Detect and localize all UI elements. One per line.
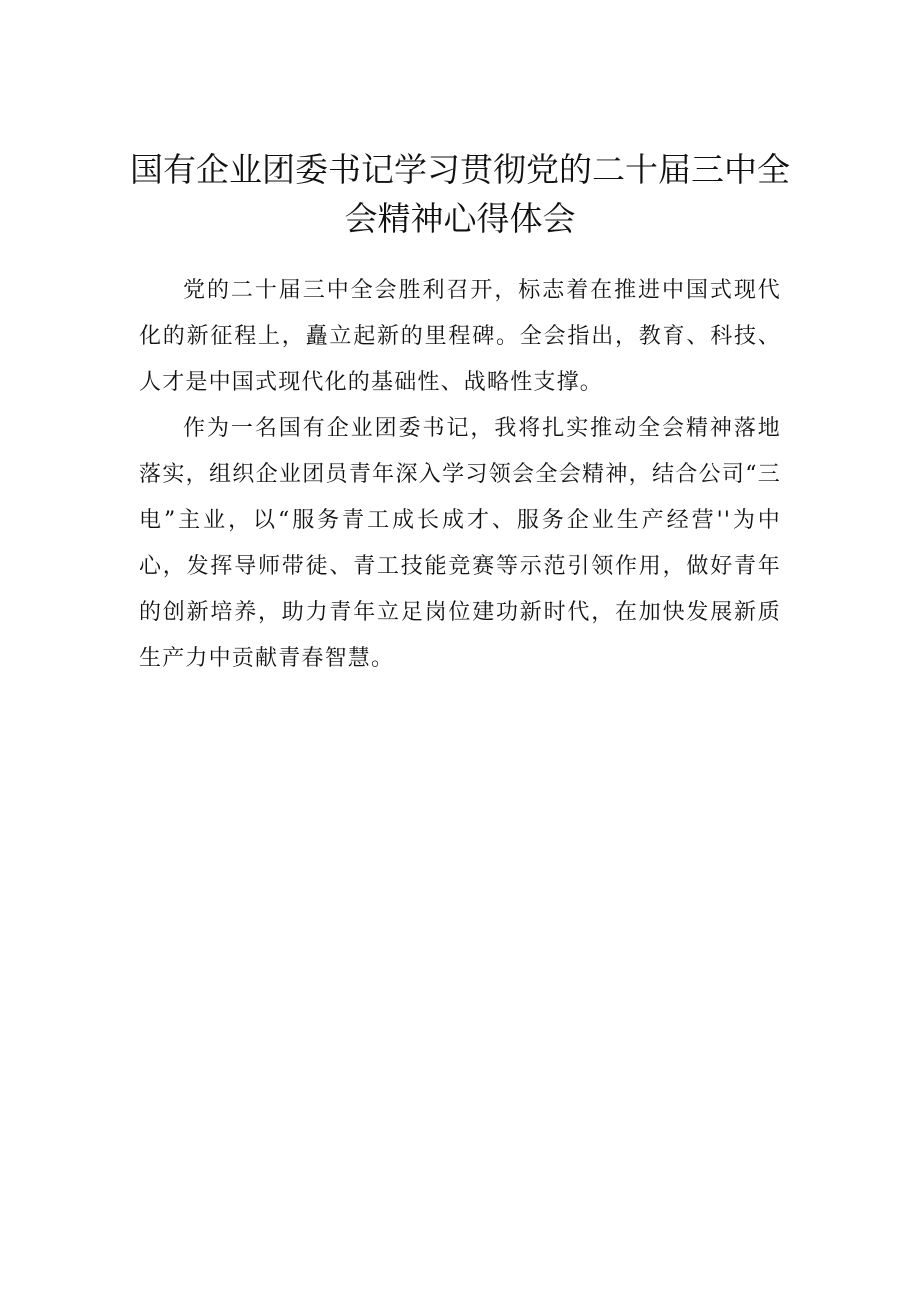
document-body [139,268,781,682]
paragraph-2: 作为一名国有企业团委书记，我将扎实推动全会精神落地落实，组织企业团员青年深入学习领会全会精神，结合公司“三电”主业，以“服务青工成长成才、服务企业生产经营''为中心，发挥导师带徒、青工技能竞赛等示范引领作用，做好青年的创新培养，助力青年立足岗位建功新时代，在加快发展新质生产力中贡献青春智慧。 [139,416,781,671]
paragraph-1: 党的二十届三中全会胜利召开，标志着在推进中国式现代化的新征程上，矗立起新的里程碑。全会指出，教育、科技、人才是中国式现代化的基础性、战略性支撑。 [139,278,781,395]
document-title: 国有企业团委书记学习贯彻党的二十届三中全会精神心得体会 [130,150,790,238]
